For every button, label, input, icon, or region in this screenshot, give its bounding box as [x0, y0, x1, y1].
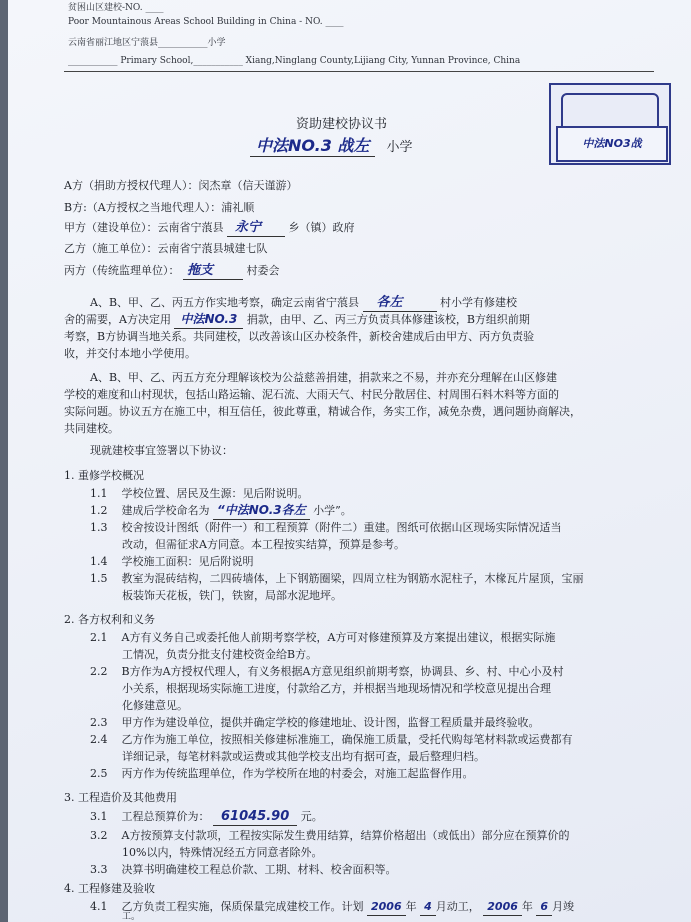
section4-title: 4. 工程修建及验收 — [64, 882, 155, 895]
sec4-item-4-1-cont: 工。 — [122, 912, 141, 922]
school-suffix: 小学 — [386, 140, 413, 155]
para1-line1 — [90, 294, 517, 312]
sec2-item-2-2 — [90, 663, 563, 680]
item-text: B方作为A方授权代理人，有义务根据A方意见组织前期考察，协调县、乡、村、中心小及村 — [121, 665, 564, 678]
sec2-item-2-3 — [90, 714, 540, 731]
item-number: 2.3 — [90, 716, 108, 729]
item-number: 2.1 — [90, 631, 108, 644]
party-jia-prefix: 甲方（建设单位）：云南省宁蒗县 — [64, 221, 224, 234]
section1-title: 1. 重修学校概况 — [64, 469, 144, 482]
page-edge-shadow — [0, 0, 8, 922]
sec3-item-3-3 — [90, 861, 397, 878]
sec1-item-1-5-cont: 板装饰天花板，铁门，铁窗，局部水泥地坪。 — [122, 589, 342, 602]
item-text: 甲方作为建设单位，提供并确定学校的修建地址、设计图，监督工程质量并最终验收。 — [121, 716, 540, 729]
para1-text-b: 村小学有修建校 — [440, 296, 518, 309]
item-number: 1.4 — [90, 555, 108, 568]
item-number: 1.2 — [90, 504, 108, 517]
para2-line1: A、B、甲、乙、丙五方充分理解该校为公益慈善捐建，捐款来之不易，并亦充分理解在山区修建 — [90, 371, 558, 384]
budget-amount-handwritten: 61045.90 — [213, 808, 297, 826]
para1-line2 — [64, 311, 530, 329]
item-number: 2.5 — [90, 767, 108, 780]
para2-line2: 学校的难度和山村现状，包括山路运输、泥石流、大雨天气、村民分散居住、村周围石料木料等方面的 — [64, 388, 559, 401]
school-name-handwritten-2: “中法NO.3各左 — [213, 502, 310, 520]
party-b: B方:（A方授权之当地代理人）：浦礼顺 — [64, 201, 255, 214]
header-line-en-school: ___________ Primary School,___________ Xiang,Ninglang County,Lijiang City, Yunnan Province, China — [68, 56, 521, 66]
item-number: 3.1 — [90, 810, 108, 823]
item-text: 学校施工面积：见后附说明 — [121, 555, 254, 568]
sec1-item-1-5 — [90, 570, 584, 587]
item-number: 4.1 — [90, 900, 108, 913]
header-divider — [64, 71, 654, 72]
sec2-item-2-5 — [90, 765, 474, 782]
party-jia-suffix: 乡（镇）政府 — [288, 221, 355, 234]
item-text-end: 小学”。 — [313, 504, 352, 517]
party-jia — [64, 219, 355, 237]
sec3-item-3-2 — [90, 827, 569, 844]
sec1-item-1-3-cont: 改动，但需征求A方同意。本工程按实结算，预算是参考。 — [122, 538, 405, 551]
item-text-end: 元。 — [300, 810, 323, 823]
para2-line4: 共同建校。 — [64, 422, 119, 435]
start-year-handwritten: 2006 — [367, 898, 406, 916]
document-title: 资助建校协议书 — [296, 117, 388, 132]
item-text: 校舍按设计图纸（附件一）和工程预算（附件二）重建。图纸可依据山区现场实际情况适当 — [121, 521, 562, 534]
party-jia-handwritten: 永宁 — [227, 219, 285, 237]
agreement-intro: 现就建校事宜签署以下协议： — [90, 444, 233, 457]
sec3-item-3-1 — [90, 808, 323, 826]
para1-text-d: 捐款，由甲、乙、丙三方负责具体修建该校，B方组织前期 — [246, 313, 530, 326]
stamp-label: 中法NO3战 — [556, 126, 668, 162]
end-month-handwritten: 6 — [536, 898, 552, 916]
sec4-item-4-1 — [90, 898, 574, 916]
sec2-item-2-4 — [90, 731, 573, 748]
para1-line3: 考察，B方协调当地关系。共同建校，以改善该山区办校条件，新校舍建成后由甲方、丙方负责验 — [64, 330, 535, 343]
item-text: 丙方作为传统监理单位，作为学校所在地的村委会，对施工起监督作用。 — [121, 767, 474, 780]
section3-title: 3. 工程造价及其他费用 — [64, 791, 177, 804]
sec2-item-2-1 — [90, 629, 555, 646]
sec3-item-3-2-cont: 10%以内，特殊情况经五方同意者除外。 — [122, 846, 323, 859]
party-bing-suffix: 村委会 — [246, 264, 280, 277]
item-text: 工程总预算价为： — [121, 810, 210, 823]
end-year-handwritten: 2006 — [483, 898, 522, 916]
sec1-item-1-3 — [90, 519, 562, 536]
item-number: 1.1 — [90, 487, 108, 500]
sec2-item-2-1-cont: 工情况，负责分批支付建校资金给B方。 — [122, 648, 318, 661]
para1-text-c: 舍的需要，A方决定用 — [64, 313, 171, 326]
para2-line3: 实际问题。协议五方在施工中，相互信任，彼此尊重，精诚合作，务实工作，减免杂费，遇问题协商解决， — [64, 405, 581, 418]
party-a: A方（捐助方授权代理人）：闵杰章（信天谨游） — [64, 179, 298, 192]
sec2-item-2-4-cont: 详细记录，每笔材料款或运费或其他学校支出均有据可查，最后整理归档。 — [122, 750, 485, 763]
para1-handwritten-fund: 中法NO.3 — [174, 311, 243, 329]
year-label-2: 年 — [521, 900, 533, 913]
sec2-item-2-2-cont: 小关系，根据现场实际施工进度，付款给乙方，并根据当地现场情况和学校意见提出合理 — [122, 682, 551, 695]
sec1-item-1-1 — [90, 485, 309, 502]
para1-line4: 收，并交付本地小学使用。 — [64, 347, 196, 360]
month-end-label: 月竣 — [552, 900, 575, 913]
school-name-handwritten: 中法NO.3 战左 — [250, 133, 375, 157]
sec1-item-1-4 — [90, 553, 254, 570]
item-text: 乙方作为施工单位，按照相关修建标准施工，确保施工质量，受托代购每笔材料款或运费都有 — [121, 733, 573, 746]
item-number: 3.2 — [90, 829, 108, 842]
para1-handwritten-village: 各左 — [363, 294, 437, 312]
item-number: 2.4 — [90, 733, 108, 746]
header-line-cn: 贫困山区建校-NO. ____ — [68, 3, 164, 13]
month-start-label: 月动工， — [435, 900, 480, 913]
party-bing-handwritten: 拖支 — [183, 262, 243, 280]
item-text: 决算书明确建校工程总价款、工期、材料、校舍面积等。 — [121, 863, 397, 876]
year-label: 年 — [405, 900, 417, 913]
party-yi: 乙方（施工单位）：云南省宁蒗县城建七队 — [64, 242, 268, 255]
sec2-item-2-2-cont2: 化修建意见。 — [122, 699, 188, 712]
item-number: 1.3 — [90, 521, 108, 534]
item-text: A方按预算支付款项，工程按实际发生费用结算，结算价格超出（或低出）部分应在预算价的 — [121, 829, 570, 842]
para1-text-a: A、B、甲、乙、丙五方作实地考察，确定云南省宁蒗县 — [90, 296, 360, 309]
section2-title: 2. 各方权利和义务 — [64, 613, 155, 626]
item-text: 教室为混砖结构，二四砖墙体，上下钢筋圈梁，四周立柱为钢筋水泥柱子，木椽瓦片屋顶，宝丽 — [121, 572, 584, 585]
start-month-handwritten: 4 — [420, 898, 436, 916]
item-text: 建成后学校命名为 — [121, 504, 210, 517]
item-text: 乙方负责工程实施，保质保量完成建校工作。计划 — [121, 900, 364, 913]
item-number: 3.3 — [90, 863, 108, 876]
header-line-en: Poor Mountainous Areas School Building in China - NO. ____ — [68, 17, 344, 27]
item-number: 2.2 — [90, 665, 108, 678]
party-bing — [64, 262, 280, 280]
item-text: 学校位置、居民及生源：见后附说明。 — [121, 487, 309, 500]
header-line-cn-school: 云南省丽江地区宁蒗县___________小学 — [68, 38, 226, 48]
sec1-item-1-2 — [90, 502, 352, 520]
item-number: 1.5 — [90, 572, 108, 585]
item-text: A方有义务自己或委托他人前期考察学校，A方可对修建预算及方案提出建议，根据实际施 — [121, 631, 556, 644]
party-bing-prefix: 丙方（传统监理单位）： — [64, 264, 180, 277]
